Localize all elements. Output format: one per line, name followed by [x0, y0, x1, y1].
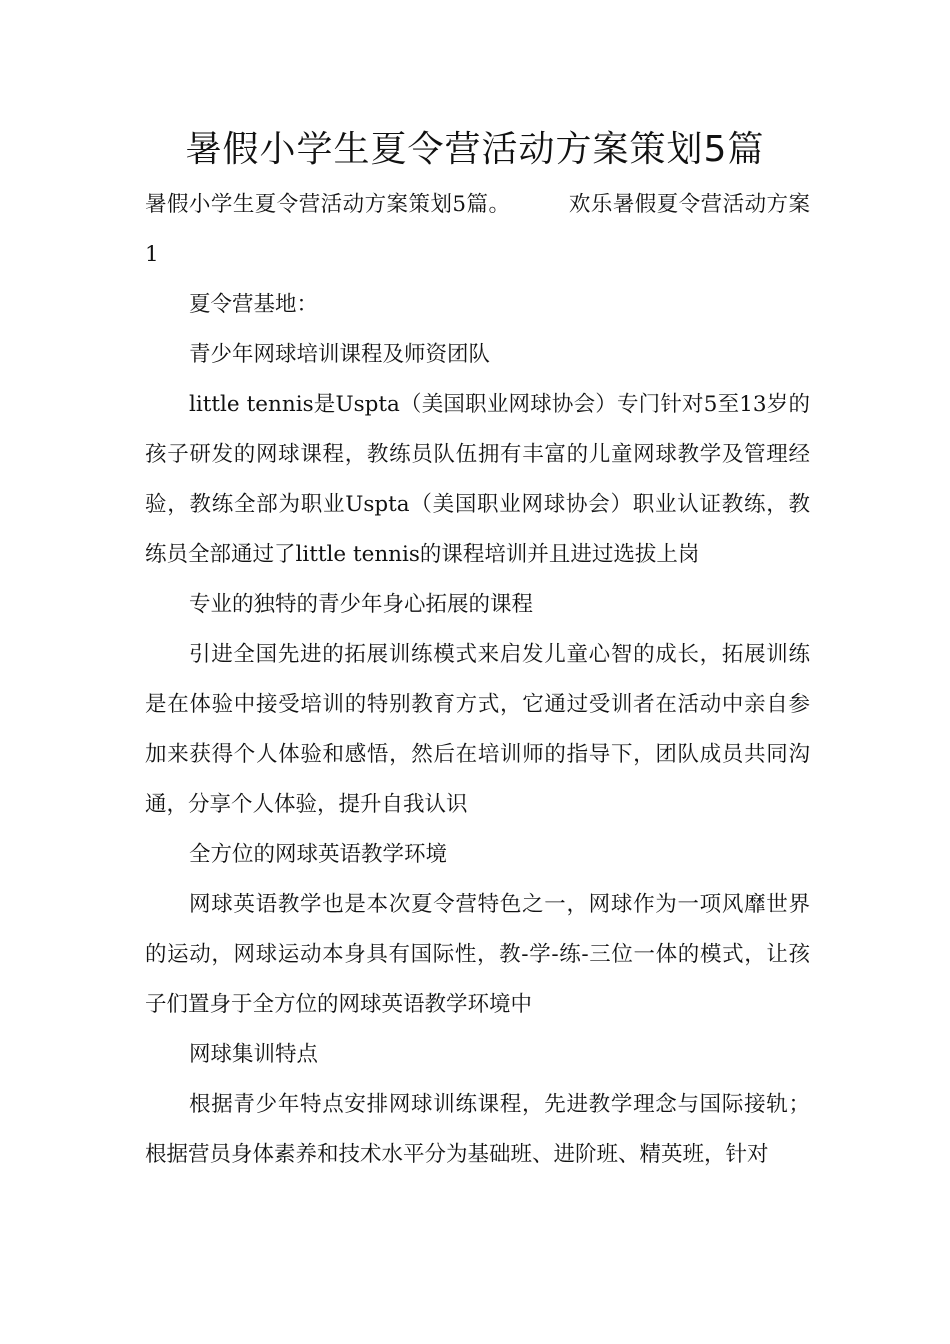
document-body: [145, 180, 810, 1180]
heading-training-features: 网球集训特点: [189, 1042, 319, 1067]
document-title: 暑假小学生夏令营活动方案策划5篇: [185, 129, 765, 170]
heading-english-environment: 全方位的网球英语教学环境: [189, 842, 448, 867]
intro-subtitle: 欢乐暑假夏令营活动方案1: [145, 192, 810, 267]
heading-tennis-course: 青少年网球培训课程及师资团队: [189, 342, 491, 367]
paragraph-tennis-course: little tennis是Uspta（美国职业网球协会）专门针对5至13岁的孩子研发的网球课程，教练员队伍拥有丰富的儿童网球教学及管理经验，教练全部为职业Uspta（美国职业网球协会）职业认证教练，教练员全部通过了little tennis的课程培训并且进过选拔上岗: [145, 392, 810, 567]
paragraph-expansion-course: 引进全国先进的拓展训练模式来启发儿童心智的成长，拓展训练是在体验中接受培训的特别教育方式，它通过受训者在活动中亲自参加来获得个人体验和感悟，然后在培训师的指导下，团队成员共同沟通，分享个人体验，提升自我认识: [145, 642, 810, 817]
intro-text: 暑假小学生夏令营活动方案策划5篇。: [145, 192, 511, 217]
heading-expansion-course: 专业的独特的青少年身心拓展的课程: [189, 592, 534, 617]
intro-paragraph: [145, 180, 810, 280]
paragraph-camp-base: 夏令营基地：: [189, 292, 319, 317]
paragraph-training-features: 根据青少年特点安排网球训练课程，先进教学理念与国际接轨；根据营员身体素养和技术水平分为基础班、进阶班、精英班，针对: [145, 1092, 810, 1167]
paragraph-english-environment: 网球英语教学也是本次夏令营特色之一，网球作为一项风靡世界的运动，网球运动本身具有国际性，教-学-练-三位一体的模式，让孩子们置身于全方位的网球英语教学环境中: [145, 892, 810, 1017]
